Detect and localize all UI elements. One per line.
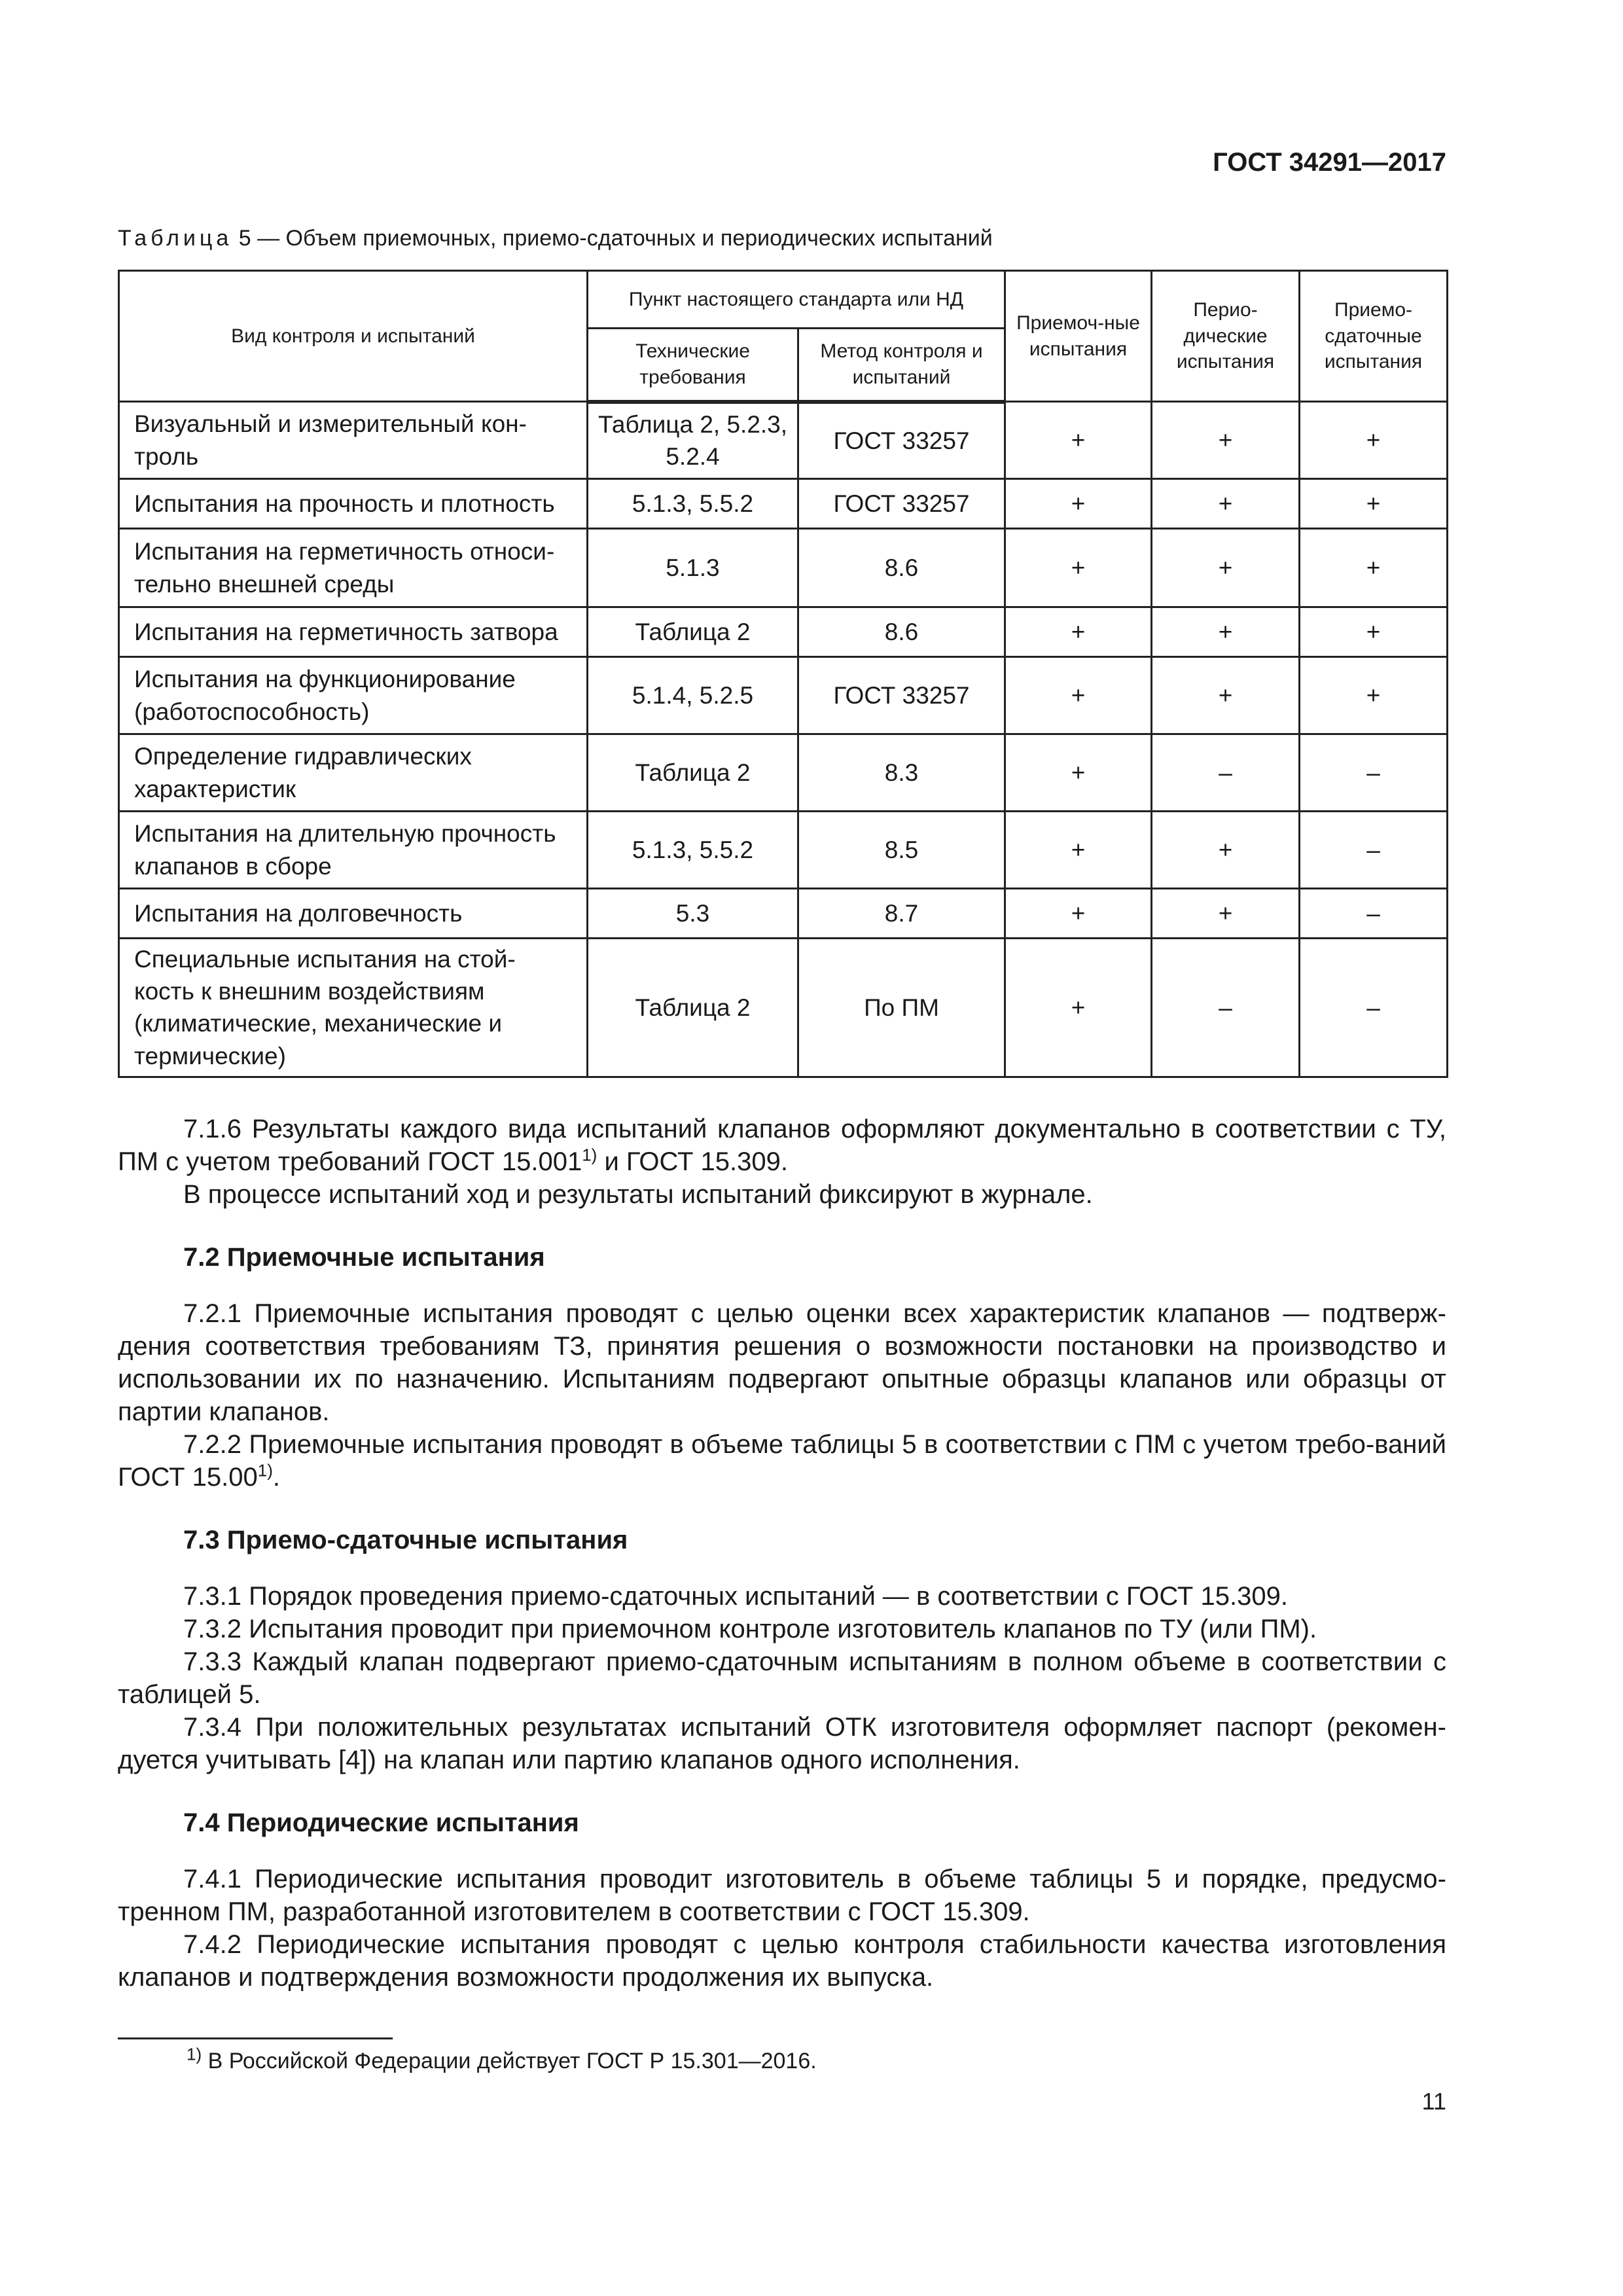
method-cell: ГОСТ 33257 [798,402,1005,479]
acceptance-mark-cell: + [1005,607,1152,657]
method-cell: ГОСТ 33257 [798,479,1005,529]
method-cell: ГОСТ 33257 [798,657,1005,734]
method-cell: 8.3 [798,734,1005,812]
header-test-kind: Вид контроля и испытаний [119,271,588,402]
requirements-cell: Таблица 2 [588,607,798,657]
table-row [119,402,1448,479]
table-caption-word: Таблица [118,226,233,251]
requirements-cell: 5.1.3 [588,529,798,607]
test-name-cell: Визуальный и измерительный кон-троль [119,402,588,479]
periodic-mark-cell: + [1152,479,1300,529]
test-name-cell: Испытания на функционирование (работоспособность) [119,657,588,734]
periodic-mark-cell: + [1152,889,1300,939]
periodic-mark-cell: + [1152,529,1300,607]
table-caption [118,226,993,251]
acceptance-mark-cell: + [1005,889,1152,939]
test-name-cell: Испытания на герметичность относи-тельно внешней среды [119,529,588,607]
periodic-mark-cell: + [1152,812,1300,889]
requirements-cell: 5.1.3, 5.5.2 [588,479,798,529]
requirements-cell: 5.3 [588,889,798,939]
paragraph-7-1-6-tail: и ГОСТ 15.309. [597,1147,789,1176]
requirements-cell: Таблица 2, 5.2.3, 5.2.4 [588,402,798,479]
method-cell: По ПМ [798,939,1005,1077]
header-delivery-tests: Приемо-сдаточные испытания [1300,271,1448,402]
paragraph-7-1-6-text: 7.1.6 Результаты каждого вида испытаний клапанов оформляют документально в соответствии с ТУ, ПМ с учетом требований ГОСТ 15.001 [118,1115,1446,1176]
periodic-mark-cell: + [1152,402,1300,479]
method-cell: 8.6 [798,607,1005,657]
paragraph-7-1-6 [118,1113,1446,1178]
test-name-cell: Определение гидравлических характеристик [119,734,588,812]
requirements-cell: Таблица 2 [588,734,798,812]
header-periodic-tests: Перио-дические испытания [1152,271,1300,402]
page-number: 11 [1421,2088,1446,2115]
requirements-cell: 5.1.3, 5.5.2 [588,812,798,889]
table-row [119,812,1448,889]
test-name-cell: Испытания на герметичность затвора [119,607,588,657]
footnote-text: В Российской Федерации действует ГОСТ Р 15.301—2016. [202,2049,817,2073]
paragraph-7-4-1: 7.4.1 Периодические испытания проводит изготовитель в объеме таблицы 5 и порядке, предусмо-тренном ПМ, разработанной изготовителем в соответствии с ГОСТ 15.309. [118,1865,1446,1926]
test-name-cell: Испытания на долговечность [119,889,588,939]
section-heading-7-2: 7.2 Приемочные испытания [183,1243,545,1272]
acceptance-mark-cell: + [1005,402,1152,479]
table-row [119,479,1448,529]
acceptance-mark-cell: + [1005,734,1152,812]
paragraph-7-3-4: 7.3.4 При положительных результатах испытаний ОТК изготовителя оформляет паспорт (рекомен-дуется учитывать [4]) на клапан или партию клапанов одного исполнения. [118,1713,1446,1774]
table-row [119,939,1448,1077]
main-text [118,1113,1446,1994]
paragraph-7-2-2-text: 7.2.2 Приемочные испытания проводят в объеме таблицы 5 в соответствии с ПМ с учетом требо-ваний ГОСТ 15.00 [118,1430,1446,1492]
requirements-cell: Таблица 2 [588,939,798,1077]
table-row [119,607,1448,657]
paragraph-7-3-1: 7.3.1 Порядок проведения приемо-сдаточных испытаний — в соответствии с ГОСТ 15.309. [183,1582,1288,1611]
method-cell: 8.7 [798,889,1005,939]
table-row [119,657,1448,734]
delivery-mark-cell: + [1300,479,1448,529]
table-body [119,402,1448,1077]
tests-scope-table [118,270,1448,1078]
method-cell: 8.6 [798,529,1005,607]
paragraph-7-2-2 [118,1428,1446,1494]
footnote-divider [118,2037,393,2039]
test-name-cell: Специальные испытания на стой-кость к внешним воздействиям (климатические, механические и термические) [119,939,588,1077]
paragraph-7-2-1: 7.2.1 Приемочные испытания проводят с целью оценки всех характеристик клапанов — подтверж-дения соответствия требованиям ТЗ, принятия решения о возможности постановки на производство и использовании их по назначению. Испытаниям подвергают опытные образцы клапанов или образцы от партии клапанов. [118,1299,1446,1426]
footnote [187,2044,817,2074]
paragraph-7-3-2: 7.3.2 Испытания проводит при приемочном контроле изготовитель клапанов по ТУ (или ПМ). [183,1615,1317,1643]
table-caption-text: 5 — Объем приемочных, приемо-сдаточных и периодических испытаний [232,226,993,251]
footnote-ref: 1) [257,1460,273,1480]
footnote-ref: 1) [582,1145,597,1165]
test-name-cell: Испытания на прочность и плотность [119,479,588,529]
periodic-mark-cell: + [1152,607,1300,657]
paragraph-7-2-2-tail: . [272,1463,280,1492]
acceptance-mark-cell: + [1005,657,1152,734]
periodic-mark-cell: + [1152,657,1300,734]
table-row [119,734,1448,812]
test-name-cell: Испытания на длительную прочность клапанов в сборе [119,812,588,889]
acceptance-mark-cell: + [1005,812,1152,889]
delivery-mark-cell: – [1300,939,1448,1077]
section-heading-7-3: 7.3 Приемо-сдаточные испытания [183,1526,628,1554]
footnote-mark: 1) [187,2044,202,2064]
header-acceptance-tests: Приемоч-ные испытания [1005,271,1152,402]
acceptance-mark-cell: + [1005,529,1152,607]
delivery-mark-cell: + [1300,607,1448,657]
delivery-mark-cell: + [1300,402,1448,479]
delivery-mark-cell: + [1300,657,1448,734]
delivery-mark-cell: – [1300,812,1448,889]
periodic-mark-cell: – [1152,734,1300,812]
header-clause-group: Пункт настоящего стандарта или НД [588,271,1005,329]
section-heading-7-4: 7.4 Периодические испытания [183,1808,579,1837]
acceptance-mark-cell: + [1005,939,1152,1077]
acceptance-mark-cell: + [1005,479,1152,529]
delivery-mark-cell: + [1300,529,1448,607]
paragraph-7-4-2: 7.4.2 Периодические испытания проводят с целью контроля стабильности качества изготовления клапанов и подтверждения возможности продолжения их выпуска. [118,1930,1446,1992]
delivery-mark-cell: – [1300,889,1448,939]
paragraph-7-3-3: 7.3.3 Каждый клапан подвергают приемо-сдаточным испытаниям в полном объеме в соответствии с таблицей 5. [118,1647,1446,1709]
document-standard-header: ГОСТ 34291—2017 [1213,148,1446,177]
method-cell: 8.5 [798,812,1005,889]
delivery-mark-cell: – [1300,734,1448,812]
periodic-mark-cell: – [1152,939,1300,1077]
table-row [119,889,1448,939]
requirements-cell: 5.1.4, 5.2.5 [588,657,798,734]
paragraph-7-1-6-journal: В процессе испытаний ход и результаты испытаний фиксируют в журнале. [183,1180,1093,1209]
header-test-method: Метод контроля и испытаний [798,329,1005,402]
header-technical-requirements: Технические требования [588,329,798,402]
table-row [119,529,1448,607]
